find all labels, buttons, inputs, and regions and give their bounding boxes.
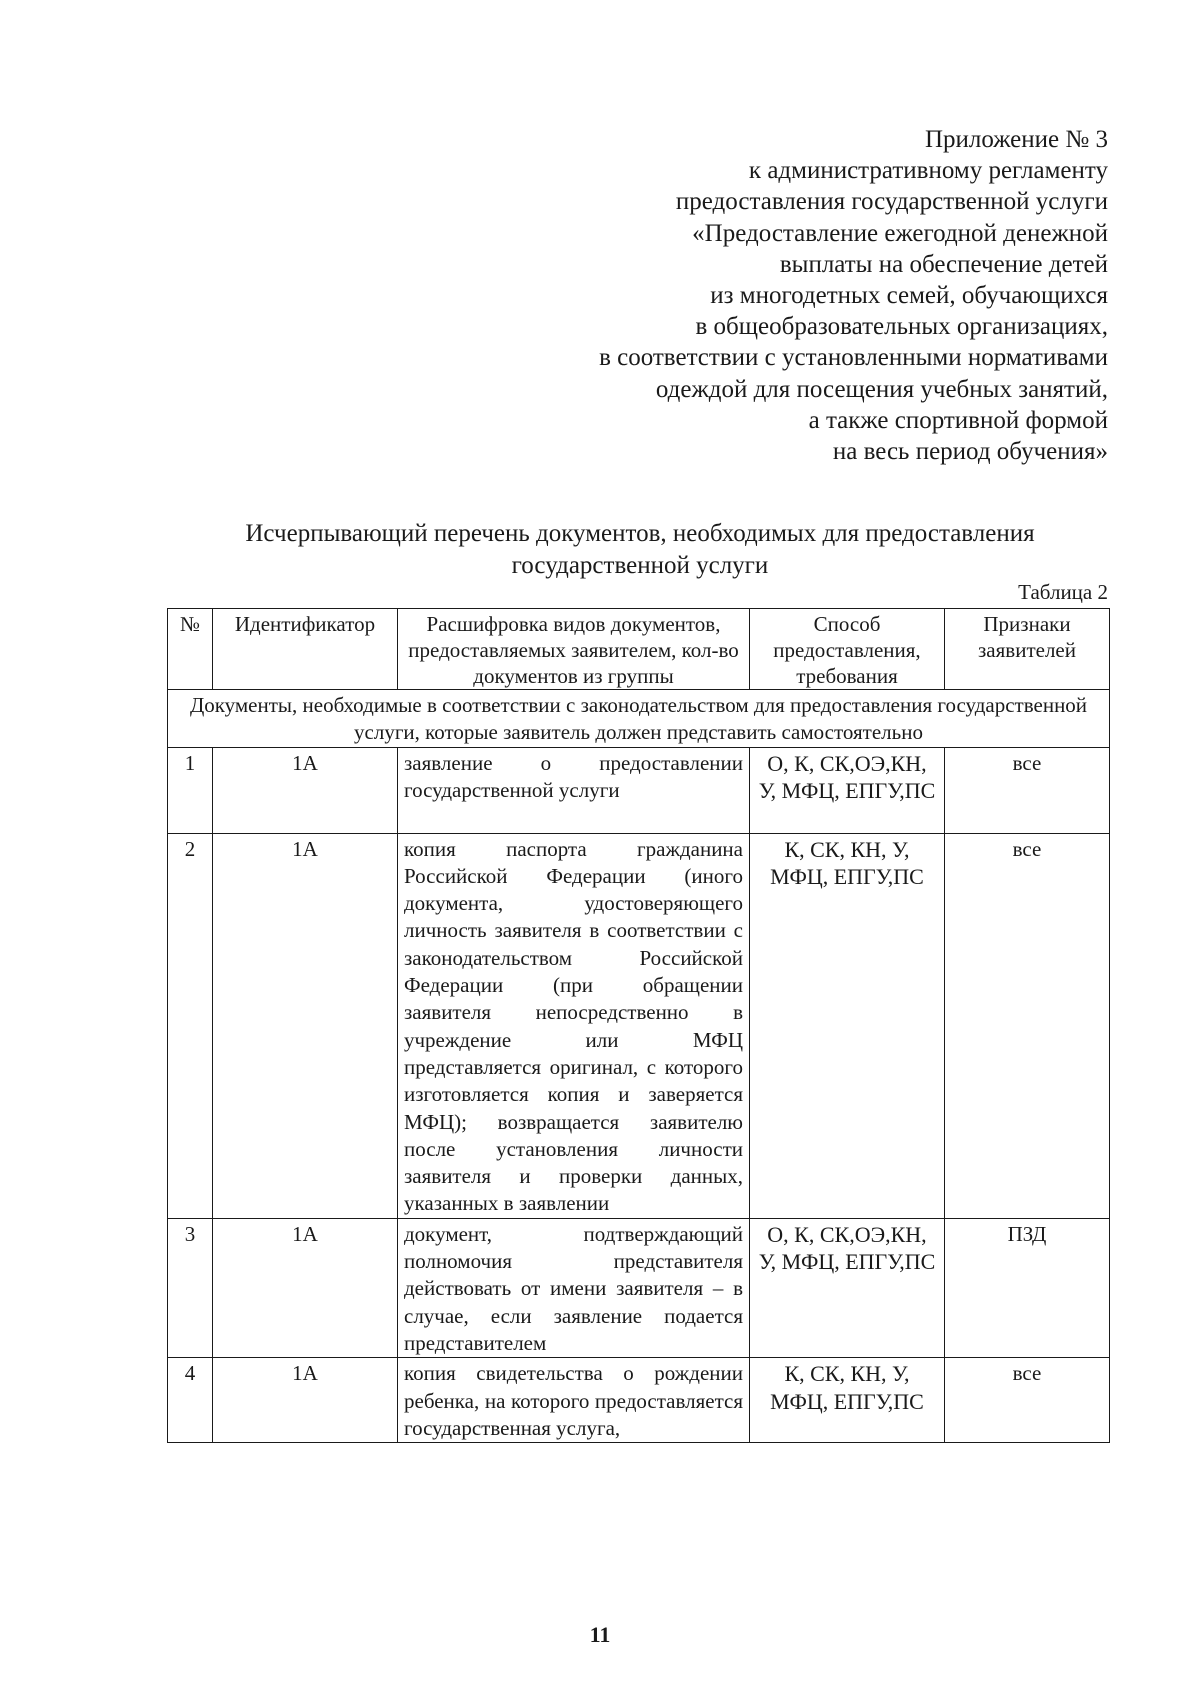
appendix-line: на весь период обучения» — [832, 438, 1108, 466]
table-row — [168, 1218, 1110, 1357]
cell-desc: копия свидетельства о рождении ребенка, на которого предоставляется государственная услуга, — [398, 1358, 750, 1443]
header-method: Способ предоставления, требования — [750, 609, 945, 690]
table-caption: Таблица 2 — [1018, 580, 1108, 604]
cell-signs: все — [945, 747, 1110, 833]
header-desc: Расшифровка видов документов, предоставляемых заявителем, кол-во документов из группы — [398, 609, 750, 690]
section-title: Документы, необходимые в соответствии с законодательством для предоставления государственной услуги, которые заявитель должен представить самостоятельно — [168, 690, 1110, 748]
cell-signs: все — [945, 833, 1110, 1218]
cell-num: 4 — [168, 1358, 213, 1443]
appendix-header — [420, 124, 1108, 467]
table-header-row — [168, 609, 1110, 690]
document-title-line: государственной услуги — [511, 552, 769, 579]
header-num: № — [168, 609, 213, 690]
cell-desc: копия паспорта гражданина Российской Федерации (иного документа, удостоверяющего личность заявителя в соответствии с законодательством Российской Федерации (при обращении заявителя непосредственно в учреждение или МФЦ представляется оригинал, с которого изготовляется копия и заверяется МФЦ); возвращается заявителю после установления личности заявителя и проверки данных, указанных в заявлении — [398, 833, 750, 1218]
cell-method: О, К, СК,ОЭ,КН, У, МФЦ, ЕПГУ,ПС — [750, 1218, 945, 1357]
cell-num: 2 — [168, 833, 213, 1218]
cell-signs: все — [945, 1358, 1110, 1443]
cell-method: К, СК, КН, У, МФЦ, ЕПГУ,ПС — [750, 833, 945, 1218]
table-row — [168, 747, 1110, 833]
cell-id: 1А — [213, 1218, 398, 1357]
appendix-line: предоставления государственной услуги — [675, 188, 1108, 216]
cell-desc: заявление о предоставлении государственной услуги — [398, 747, 750, 833]
appendix-line: к административному регламенту — [748, 157, 1108, 185]
table-section-row — [168, 690, 1110, 748]
document-title-line: Исчерпывающий перечень документов, необходимых для предоставления — [245, 520, 1035, 547]
table-row — [168, 833, 1110, 1218]
appendix-line: выплаты на обеспечение детей — [779, 250, 1108, 278]
header-id: Идентификатор — [213, 609, 398, 690]
page-number: 11 — [589, 1622, 611, 1647]
cell-id: 1А — [213, 747, 398, 833]
appendix-line: Приложение № 3 — [924, 126, 1108, 153]
appendix-line: одеждой для посещения учебных занятий, — [655, 375, 1108, 403]
cell-method: О, К, СК,ОЭ,КН, У, МФЦ, ЕПГУ,ПС — [750, 747, 945, 833]
cell-signs: ПЗД — [945, 1218, 1110, 1357]
appendix-line: а также спортивной формой — [808, 406, 1108, 434]
appendix-line: из многодетных семей, обучающихся — [710, 282, 1108, 310]
document-title — [120, 518, 1160, 582]
table-row — [168, 1358, 1110, 1443]
cell-id: 1А — [213, 1358, 398, 1443]
appendix-line: в общеобразовательных организациях, — [695, 313, 1108, 341]
cell-id: 1А — [213, 833, 398, 1218]
header-signs: Признаки заявителей — [945, 609, 1110, 690]
appendix-line: «Предоставление ежегодной денежной — [692, 219, 1108, 247]
documents-table — [167, 608, 1110, 1443]
cell-desc: документ, подтверждающий полномочия представителя действовать от имени заявителя – в случае, если заявление подается представителем — [398, 1218, 750, 1357]
cell-num: 3 — [168, 1218, 213, 1357]
appendix-line: в соответствии с установленными нормативами — [599, 344, 1108, 372]
cell-num: 1 — [168, 747, 213, 833]
cell-method: К, СК, КН, У, МФЦ, ЕПГУ,ПС — [750, 1358, 945, 1443]
